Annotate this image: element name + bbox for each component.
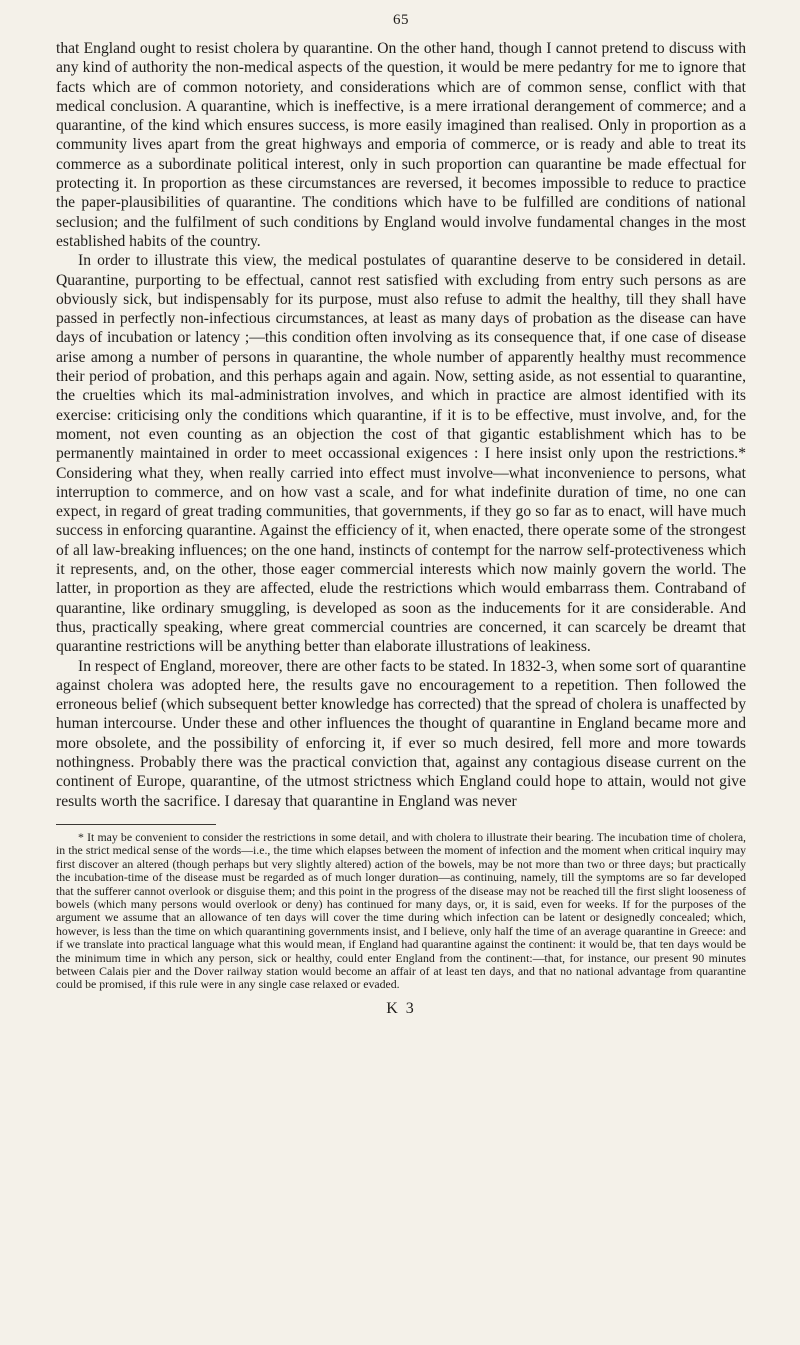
footnote-divider (56, 824, 216, 825)
page-number: 65 (393, 12, 409, 28)
footnote: * It may be convenient to consider the restrictions in some detail, and with cholera to illustrate their bearing. The incubation time of cholera, in the strict medical sense of the words—i.e., the time which elapses between the moment of infection and the moment when critical inquiry may first discover an altered (though perhaps but very slightly altered) action of the bowels, may be not more than two or three days; but practically the incubation-time of the disease must be regarded as of much longer duration—as continuing, namely, till the symptoms are so far developed that the sufferer cannot overlook or disguise them; and this point in the progress of the disease may not be reached till the first slight looseness of bowels (which many persons would overlook or deny) has continued for many days, or, it is said, even for weeks. If for the purposes of the argument we assume that an allowance of ten days will cover the time during which infection can be latent or designedly concealed; which, however, is less than the time on which quarantining governments insist, and I believe, only half the time of an average quarantine in Greece: and if we translate into practical language what this would mean, if England had quarantine against the continent: it would be, that ten days would be the minimum time in which any person, sick or healthy, could enter England from the continent:—that, for instance, our present 90 minutes between Calais pier and the Dover railway station would become an affair of at least ten days, and that no national advantage from quarantine could be promised, if this rule were in any single case relaxed or evaded. (56, 829, 746, 992)
paragraph-1: that England ought to resist cholera by quarantine. On the other hand, though I cannot pretend to discuss with any kind of authority the non-medical aspects of the question, it would be mere pedantry for me to ignore that facts which are of common notoriety, and considerations which are of common sense, conflict with that medical conclusion. A quarantine, which is ineffective, is a mere irrational derangement of commerce; and a quarantine, of the kind which ensures success, is more easily imagined than realised. Only in proportion as a community lives apart from the great highways and emporia of commerce, or is ready and able to treat its commerce as a subordinate political interest, only in such proportion can quarantine be made effectual for protecting it. In proportion as these circumstances are reversed, it becomes impossible to reduce to practice the paper-plausibilities of quarantine. The conditions which have to be fulfilled are conditions of national seclusion; and the fulfilment of such conditions by England would involve fundamental changes in the most established habits of the country. (56, 40, 746, 250)
body-text (56, 39, 746, 811)
paragraph-3: In respect of England, moreover, there are other facts to be stated. In 1832-3, when some sort of quarantine against cholera was adopted here, the results gave no encouragement to a repetition. Then followed the erroneous belief (which subsequent better knowledge has corrected) that the spread of cholera is unaffected by human intercourse. Under these and other influences the thought of quarantine in England became more and more obsolete, and the possibility of enforcing it, if ever so much desired, fell more and more towards nothingness. Probably there was the practical conviction that, against any contagious disease current on the continent of Europe, quarantine, of the utmost strictness which England could hope to attain, would not give results worth the sacrifice. I daresay that quarantine in England was never (56, 657, 746, 810)
signature-mark: K 3 (386, 999, 416, 1017)
paragraph-2: In order to illustrate this view, the medical postulates of quarantine deserve to be considered in detail. Quarantine, purporting to be effectual, cannot rest satisfied with excluding from entry such persons as are obviously sick, but indispensably for its purpose, must also refuse to admit the healthy, till they shall have passed in perfectly non-infectious circumstances, at least as many days of probation as the disease can have days of incubation or latency ;—this condition often involving as its consequence that, if one case of disease arise among a number of persons in quarantine, the whole number of apparently healthy must recommence their period of probation, and this perhaps again and again. Now, setting aside, as not essential to quarantine, the cruelties which its mal-administration involves, and which in practice are almost identified with its exercise: criticising only the conditions which quarantine, if it is to be effective, must involve, and, for the moment, not even counting as an objection the cost of that gigantic establishment which has to be permanently maintained in order to meet occassional exigences : I here insist only upon the restrictions.* Considering what they, when really carried into effect must involve—what inconvenience to persons, what interruption to commerce, and on how vast a scale, and for what indefinite duration of time, no one can expect, in regard of great trading communities, that governments, if they go so far as to enact, will have much success in enforcing quarantine. Against the efficiency of it, when enacted, there operate some of the strongest of all law-breaking influences; on the one hand, instincts of contempt for the narrow self-protectiveness which it represents, and, on the other, those eager commercial interests which now mainly govern the world. The latter, in proportion as they are affected, elude the restrictions which would embarrass them. Contraband of quarantine, like ordinary smuggling, is developed as soon as the inducements for it are considerable. And thus, practically speaking, where great commercial countries are concerned, it can scarcely be dreamt that quarantine restrictions will be anything better than elaborate illustrations of leakiness. (56, 252, 746, 656)
